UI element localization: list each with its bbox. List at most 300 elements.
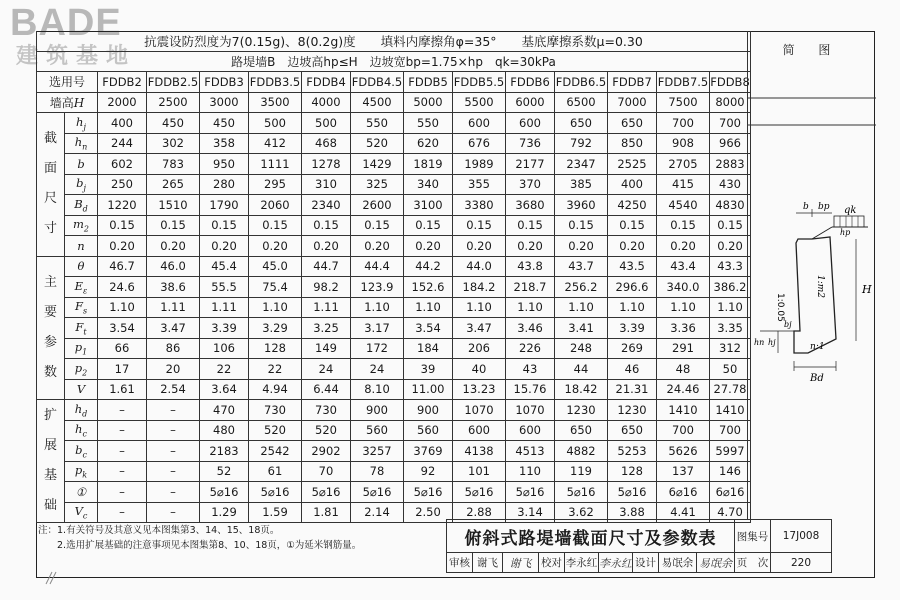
value-cell: 560 xyxy=(351,420,404,441)
value-cell: 358 xyxy=(200,133,249,154)
model-cell: FDDB2.5 xyxy=(147,72,200,93)
value-cell: 5⌀16 xyxy=(200,482,249,503)
table-row xyxy=(37,215,751,236)
value-cell: 3100 xyxy=(404,195,453,216)
value-cell: – xyxy=(98,502,147,523)
value-cell: 1.10 xyxy=(453,297,506,318)
height-row-label xyxy=(37,92,98,113)
drawing-title: 俯斜式路堤墙截面尺寸及参数表 xyxy=(447,520,735,553)
value-cell: 3.62 xyxy=(555,502,608,523)
dim-Bd-label: Bd xyxy=(810,373,824,384)
symbol-cell: $h_j$ xyxy=(65,113,98,134)
value-cell: 0.20 xyxy=(506,236,555,257)
value-cell: 0.20 xyxy=(404,236,453,257)
page-label: 页 次 xyxy=(735,553,771,573)
value-cell: 0.20 xyxy=(249,236,302,257)
value-cell: 650 xyxy=(555,113,608,134)
value-cell: 184 xyxy=(404,338,453,359)
value-cell: 137 xyxy=(657,461,710,482)
header-line-2: 路堤墙B 边坡高hp≤H 边坡宽bp=1.75×hp qk=30kPa xyxy=(37,51,751,72)
table-row xyxy=(37,400,751,421)
value-cell: 1410 xyxy=(710,400,751,421)
table-row xyxy=(37,318,751,339)
value-cell: 48 xyxy=(657,359,710,380)
value-cell: 24.46 xyxy=(657,379,710,400)
value-cell: 1278 xyxy=(302,154,351,175)
symbol-cell: $b_j$ xyxy=(65,174,98,195)
value-cell: – xyxy=(98,420,147,441)
value-cell: 43.4 xyxy=(657,256,710,277)
model-cell: FDDB6 xyxy=(506,72,555,93)
model-cell: FDDB4 xyxy=(302,72,351,93)
model-cell: FDDB2 xyxy=(98,72,147,93)
value-cell: 1429 xyxy=(351,154,404,175)
value-cell: 2.54 xyxy=(147,379,200,400)
value-cell: 15.76 xyxy=(506,379,555,400)
value-cell: 355 xyxy=(453,174,506,195)
value-cell: 22 xyxy=(249,359,302,380)
value-cell: 1.11 xyxy=(302,297,351,318)
value-cell: 620 xyxy=(404,133,453,154)
value-cell: 44.2 xyxy=(404,256,453,277)
value-cell: 1.10 xyxy=(657,297,710,318)
table-row xyxy=(37,236,751,257)
group-label: 截 面 尺 寸 xyxy=(37,113,65,257)
reviewer-signature: 谢飞 xyxy=(503,553,539,573)
value-cell: 1.10 xyxy=(98,297,147,318)
notes xyxy=(38,523,361,553)
table-row xyxy=(37,277,751,298)
value-cell: 110 xyxy=(506,461,555,482)
value-cell: 5⌀16 xyxy=(404,482,453,503)
value-cell: 650 xyxy=(608,113,657,134)
model-cell: FDDB8 xyxy=(710,72,751,93)
group-label: 主 要 参 数 xyxy=(37,256,65,400)
value-cell: 78 xyxy=(351,461,404,482)
symbol-cell: $h_n$ xyxy=(65,133,98,154)
value-cell: 2177 xyxy=(506,154,555,175)
value-cell: 500 xyxy=(302,113,351,134)
value-cell: 50 xyxy=(710,359,751,380)
value-cell: 450 xyxy=(200,113,249,134)
slope-label-1: 1:0.05 xyxy=(775,293,785,322)
symbol-cell: $h_d$ xyxy=(65,400,98,421)
value-cell: 5⌀16 xyxy=(608,482,657,503)
value-cell: 0.20 xyxy=(98,236,147,257)
value-cell: 0.20 xyxy=(351,236,404,257)
value-cell: 2902 xyxy=(302,441,351,462)
value-cell: 0.15 xyxy=(404,215,453,236)
value-cell: 700 xyxy=(710,420,751,441)
value-cell: 43.3 xyxy=(710,256,751,277)
value-cell: 1070 xyxy=(453,400,506,421)
value-cell: 5⌀16 xyxy=(249,482,302,503)
value-cell: 39 xyxy=(404,359,453,380)
model-cell: FDDB3 xyxy=(200,72,249,93)
value-cell: 44.4 xyxy=(351,256,404,277)
height-cell: 2000 xyxy=(98,92,147,113)
value-cell: 296.6 xyxy=(608,277,657,298)
value-cell: 2.88 xyxy=(453,502,506,523)
value-cell: 0.15 xyxy=(453,215,506,236)
height-cell: 3000 xyxy=(200,92,249,113)
sketch-panel xyxy=(747,31,875,519)
value-cell: 5626 xyxy=(657,441,710,462)
value-cell: 46 xyxy=(608,359,657,380)
value-cell: 340.0 xyxy=(657,277,710,298)
value-cell: 70 xyxy=(302,461,351,482)
value-cell: 43.7 xyxy=(555,256,608,277)
value-cell: 900 xyxy=(404,400,453,421)
value-cell: 600 xyxy=(453,113,506,134)
value-cell: – xyxy=(147,400,200,421)
table-row xyxy=(37,441,751,462)
value-cell: 11.00 xyxy=(404,379,453,400)
value-cell: 3769 xyxy=(404,441,453,462)
value-cell: – xyxy=(147,461,200,482)
value-cell: 295 xyxy=(249,174,302,195)
value-cell: 0.20 xyxy=(200,236,249,257)
value-cell: 3.35 xyxy=(710,318,751,339)
value-cell: 24 xyxy=(351,359,404,380)
value-cell: 3.47 xyxy=(147,318,200,339)
table-row xyxy=(37,379,751,400)
group-label: 扩 展 基 础 xyxy=(37,400,65,523)
value-cell: 950 xyxy=(200,154,249,175)
value-cell: 248 xyxy=(555,338,608,359)
value-cell: 370 xyxy=(506,174,555,195)
symbol-cell: $F_s$ xyxy=(65,297,98,318)
value-cell: 0.20 xyxy=(608,236,657,257)
value-cell: 0.20 xyxy=(555,236,608,257)
value-cell: 101 xyxy=(453,461,506,482)
value-cell: 5⌀16 xyxy=(351,482,404,503)
value-cell: – xyxy=(147,482,200,503)
value-cell: 45.4 xyxy=(200,256,249,277)
value-cell: 1230 xyxy=(555,400,608,421)
model-cell: FDDB3.5 xyxy=(249,72,302,93)
value-cell: 5997 xyxy=(710,441,751,462)
value-cell: 18.42 xyxy=(555,379,608,400)
value-cell: 386.2 xyxy=(710,277,751,298)
value-cell: – xyxy=(98,441,147,462)
value-cell: 1111 xyxy=(249,154,302,175)
value-cell: 0.15 xyxy=(200,215,249,236)
value-cell: 550 xyxy=(351,113,404,134)
value-cell: 3.64 xyxy=(200,379,249,400)
value-cell: 560 xyxy=(404,420,453,441)
value-cell: – xyxy=(98,400,147,421)
value-cell: 218.7 xyxy=(506,277,555,298)
value-cell: 256.2 xyxy=(555,277,608,298)
value-cell: 6⌀16 xyxy=(657,482,710,503)
value-cell: 0.20 xyxy=(453,236,506,257)
table-row xyxy=(37,338,751,359)
value-cell: 2.14 xyxy=(351,502,404,523)
value-cell: 850 xyxy=(608,133,657,154)
symbol-cell: $p_k$ xyxy=(65,461,98,482)
value-cell: 206 xyxy=(453,338,506,359)
parameter-table xyxy=(36,31,751,523)
designer-name: 易氓余 xyxy=(659,553,697,573)
value-cell: 17 xyxy=(98,359,147,380)
value-cell: 43 xyxy=(506,359,555,380)
value-cell: 3.29 xyxy=(249,318,302,339)
value-cell: 52 xyxy=(200,461,249,482)
note-1: 注：1.有关符号及其意义见本图集第3、14、15、18页。 xyxy=(38,525,280,536)
value-cell: 4138 xyxy=(453,441,506,462)
value-cell: 700 xyxy=(710,113,751,134)
value-cell: 450 xyxy=(147,113,200,134)
value-cell: 1.10 xyxy=(506,297,555,318)
value-cell: 44 xyxy=(555,359,608,380)
value-cell: 3.88 xyxy=(608,502,657,523)
value-cell: 1.81 xyxy=(302,502,351,523)
value-cell: 27.78 xyxy=(710,379,751,400)
symbol-cell: $F_t$ xyxy=(65,318,98,339)
value-cell: 4.70 xyxy=(710,502,751,523)
value-cell: 45.0 xyxy=(249,256,302,277)
value-cell: 128 xyxy=(608,461,657,482)
value-cell: 61 xyxy=(249,461,302,482)
value-cell: 400 xyxy=(98,113,147,134)
value-cell: 520 xyxy=(351,133,404,154)
model-cell: FDDB7.5 xyxy=(657,72,710,93)
value-cell: 600 xyxy=(453,420,506,441)
height-cell: 8000 xyxy=(710,92,751,113)
value-cell: 5⌀16 xyxy=(453,482,506,503)
value-cell: 291 xyxy=(657,338,710,359)
value-cell: 792 xyxy=(555,133,608,154)
model-cell: FDDB5 xyxy=(404,72,453,93)
value-cell: 2542 xyxy=(249,441,302,462)
value-cell: 1.10 xyxy=(249,297,302,318)
value-cell: 500 xyxy=(249,113,302,134)
table-row xyxy=(37,256,751,277)
load-qk-label: qk xyxy=(844,205,857,216)
reviewer-name: 谢飞 xyxy=(473,553,503,573)
value-cell: 1.61 xyxy=(98,379,147,400)
value-cell: 4513 xyxy=(506,441,555,462)
value-cell: 908 xyxy=(657,133,710,154)
header-line-1: 抗震设防烈度为7(0.15g)、8(0.2g)度 填料内摩擦角φ=35° 基底摩擦系数μ=0.30 xyxy=(37,31,751,51)
value-cell: 1.11 xyxy=(200,297,249,318)
value-cell: 2340 xyxy=(302,195,351,216)
value-cell: 4.41 xyxy=(657,502,710,523)
value-cell: 2883 xyxy=(710,154,751,175)
table-row xyxy=(37,297,751,318)
value-cell: 600 xyxy=(506,420,555,441)
value-cell: 44.0 xyxy=(453,256,506,277)
value-cell: 1.59 xyxy=(249,502,302,523)
slope-label-2: 1:m2 xyxy=(815,275,825,299)
value-cell: 385 xyxy=(555,174,608,195)
value-cell: 66 xyxy=(98,338,147,359)
height-cell: 2500 xyxy=(147,92,200,113)
value-cell: 184.2 xyxy=(453,277,506,298)
model-cell: FDDB7 xyxy=(608,72,657,93)
value-cell: 3.41 xyxy=(555,318,608,339)
value-cell: 92 xyxy=(404,461,453,482)
table-row xyxy=(37,195,751,216)
table-row xyxy=(37,133,751,154)
value-cell: 0.15 xyxy=(302,215,351,236)
dim-H-label: H xyxy=(862,283,872,296)
model-cell: FDDB6.5 xyxy=(555,72,608,93)
dim-hp-label: hp xyxy=(840,228,851,237)
check-label: 校对 xyxy=(539,553,565,573)
table-row xyxy=(37,461,751,482)
value-cell: 302 xyxy=(147,133,200,154)
height-label-text: 墙高 xyxy=(49,95,74,110)
value-cell: 1230 xyxy=(608,400,657,421)
sketch-title: 简 图 xyxy=(782,43,841,57)
value-cell: – xyxy=(98,482,147,503)
value-cell: 128 xyxy=(249,338,302,359)
value-cell: 24.6 xyxy=(98,277,147,298)
model-row-label: 选用号 xyxy=(37,72,98,93)
atlas-number: 17J008 xyxy=(771,520,832,553)
value-cell: 1.29 xyxy=(200,502,249,523)
value-cell: 3.14 xyxy=(506,502,555,523)
value-cell: 4.94 xyxy=(249,379,302,400)
dim-bp-label: bp xyxy=(818,202,830,212)
value-cell: 3.46 xyxy=(506,318,555,339)
value-cell: 5⌀16 xyxy=(555,482,608,503)
value-cell: 3.54 xyxy=(404,318,453,339)
value-cell: 1510 xyxy=(147,195,200,216)
value-cell: 3.54 xyxy=(98,318,147,339)
symbol-cell: $B_d$ xyxy=(65,195,98,216)
title-block xyxy=(446,519,832,573)
value-cell: 280 xyxy=(200,174,249,195)
value-cell: 1.10 xyxy=(608,297,657,318)
value-cell: 3.17 xyxy=(351,318,404,339)
height-cell: 4000 xyxy=(302,92,351,113)
note-2: 2.选用扩展基础的注意事项见本图集第8、10、18页，①为延米钢筋量。 xyxy=(38,540,362,551)
value-cell: 0.15 xyxy=(555,215,608,236)
value-cell: 3.39 xyxy=(608,318,657,339)
value-cell: 1.11 xyxy=(147,297,200,318)
value-cell: 2525 xyxy=(608,154,657,175)
value-cell: 676 xyxy=(453,133,506,154)
value-cell: 3380 xyxy=(453,195,506,216)
symbol-cell: $E_\varepsilon$ xyxy=(65,277,98,298)
value-cell: 24 xyxy=(302,359,351,380)
value-cell: 1070 xyxy=(506,400,555,421)
value-cell: – xyxy=(147,441,200,462)
height-cell: 5500 xyxy=(453,92,506,113)
model-row xyxy=(37,72,751,93)
value-cell: 1819 xyxy=(404,154,453,175)
checker-signature: 李永红 xyxy=(599,553,633,573)
value-cell: 3.39 xyxy=(200,318,249,339)
slope-n1-label: n:1 xyxy=(810,342,825,352)
height-cell: 5000 xyxy=(404,92,453,113)
value-cell: 46.7 xyxy=(98,256,147,277)
symbol-cell: θ xyxy=(65,256,98,277)
value-cell: 3257 xyxy=(351,441,404,462)
value-cell: 730 xyxy=(249,400,302,421)
symbol-cell: $h_c$ xyxy=(65,420,98,441)
value-cell: 2183 xyxy=(200,441,249,462)
value-cell: 2600 xyxy=(351,195,404,216)
designer-signature: 易氓余 xyxy=(697,553,735,573)
symbol-cell: $p_2$ xyxy=(65,359,98,380)
dim-b-label: b xyxy=(803,202,809,212)
corner-hatch-mark xyxy=(44,568,58,586)
value-cell: 340 xyxy=(404,174,453,195)
value-cell: 3.36 xyxy=(657,318,710,339)
table-row xyxy=(37,482,751,503)
value-cell: 40 xyxy=(453,359,506,380)
value-cell: 3.25 xyxy=(302,318,351,339)
value-cell: 480 xyxy=(200,420,249,441)
height-cell: 3500 xyxy=(249,92,302,113)
value-cell: 0.15 xyxy=(98,215,147,236)
value-cell: 6⌀16 xyxy=(710,482,751,503)
value-cell: 46.0 xyxy=(147,256,200,277)
model-cell: FDDB5.5 xyxy=(453,72,506,93)
height-cell: 7000 xyxy=(608,92,657,113)
value-cell: 0.15 xyxy=(710,215,751,236)
checker-name: 李永红 xyxy=(565,553,599,573)
value-cell: 0.15 xyxy=(608,215,657,236)
dim-bj-label: bj xyxy=(784,320,792,329)
value-cell: 520 xyxy=(249,420,302,441)
value-cell: 650 xyxy=(555,420,608,441)
value-cell: 38.6 xyxy=(147,277,200,298)
value-cell: 1790 xyxy=(200,195,249,216)
value-cell: 783 xyxy=(147,154,200,175)
value-cell: 244 xyxy=(98,133,147,154)
value-cell: 430 xyxy=(710,174,751,195)
value-cell: – xyxy=(147,502,200,523)
header-row-2 xyxy=(37,51,751,72)
value-cell: 0.15 xyxy=(351,215,404,236)
value-cell: 0.15 xyxy=(506,215,555,236)
review-label: 审核 xyxy=(447,553,473,573)
value-cell: 86 xyxy=(147,338,200,359)
value-cell: 8.10 xyxy=(351,379,404,400)
table-row xyxy=(37,359,751,380)
dim-hj-label: hj xyxy=(768,338,776,347)
value-cell: 44.7 xyxy=(302,256,351,277)
value-cell: 650 xyxy=(608,420,657,441)
value-cell: 119 xyxy=(555,461,608,482)
value-cell: 146 xyxy=(710,461,751,482)
value-cell: 600 xyxy=(506,113,555,134)
value-cell: 4830 xyxy=(710,195,751,216)
value-cell: 2705 xyxy=(657,154,710,175)
value-cell: 2347 xyxy=(555,154,608,175)
symbol-cell: $b_c$ xyxy=(65,441,98,462)
design-label: 设计 xyxy=(633,553,659,573)
value-cell: 1989 xyxy=(453,154,506,175)
model-cell: FDDB4.5 xyxy=(351,72,404,93)
symbol-cell: $V_c$ xyxy=(65,502,98,523)
value-cell: 1410 xyxy=(657,400,710,421)
height-cell: 6000 xyxy=(506,92,555,113)
value-cell: 3960 xyxy=(555,195,608,216)
value-cell: 3.47 xyxy=(453,318,506,339)
value-cell: 468 xyxy=(302,133,351,154)
value-cell: 520 xyxy=(302,420,351,441)
value-cell: 400 xyxy=(608,174,657,195)
height-label-symbol: H xyxy=(73,95,85,110)
retaining-wall-sketch xyxy=(748,31,876,519)
symbol-cell: V xyxy=(65,379,98,400)
